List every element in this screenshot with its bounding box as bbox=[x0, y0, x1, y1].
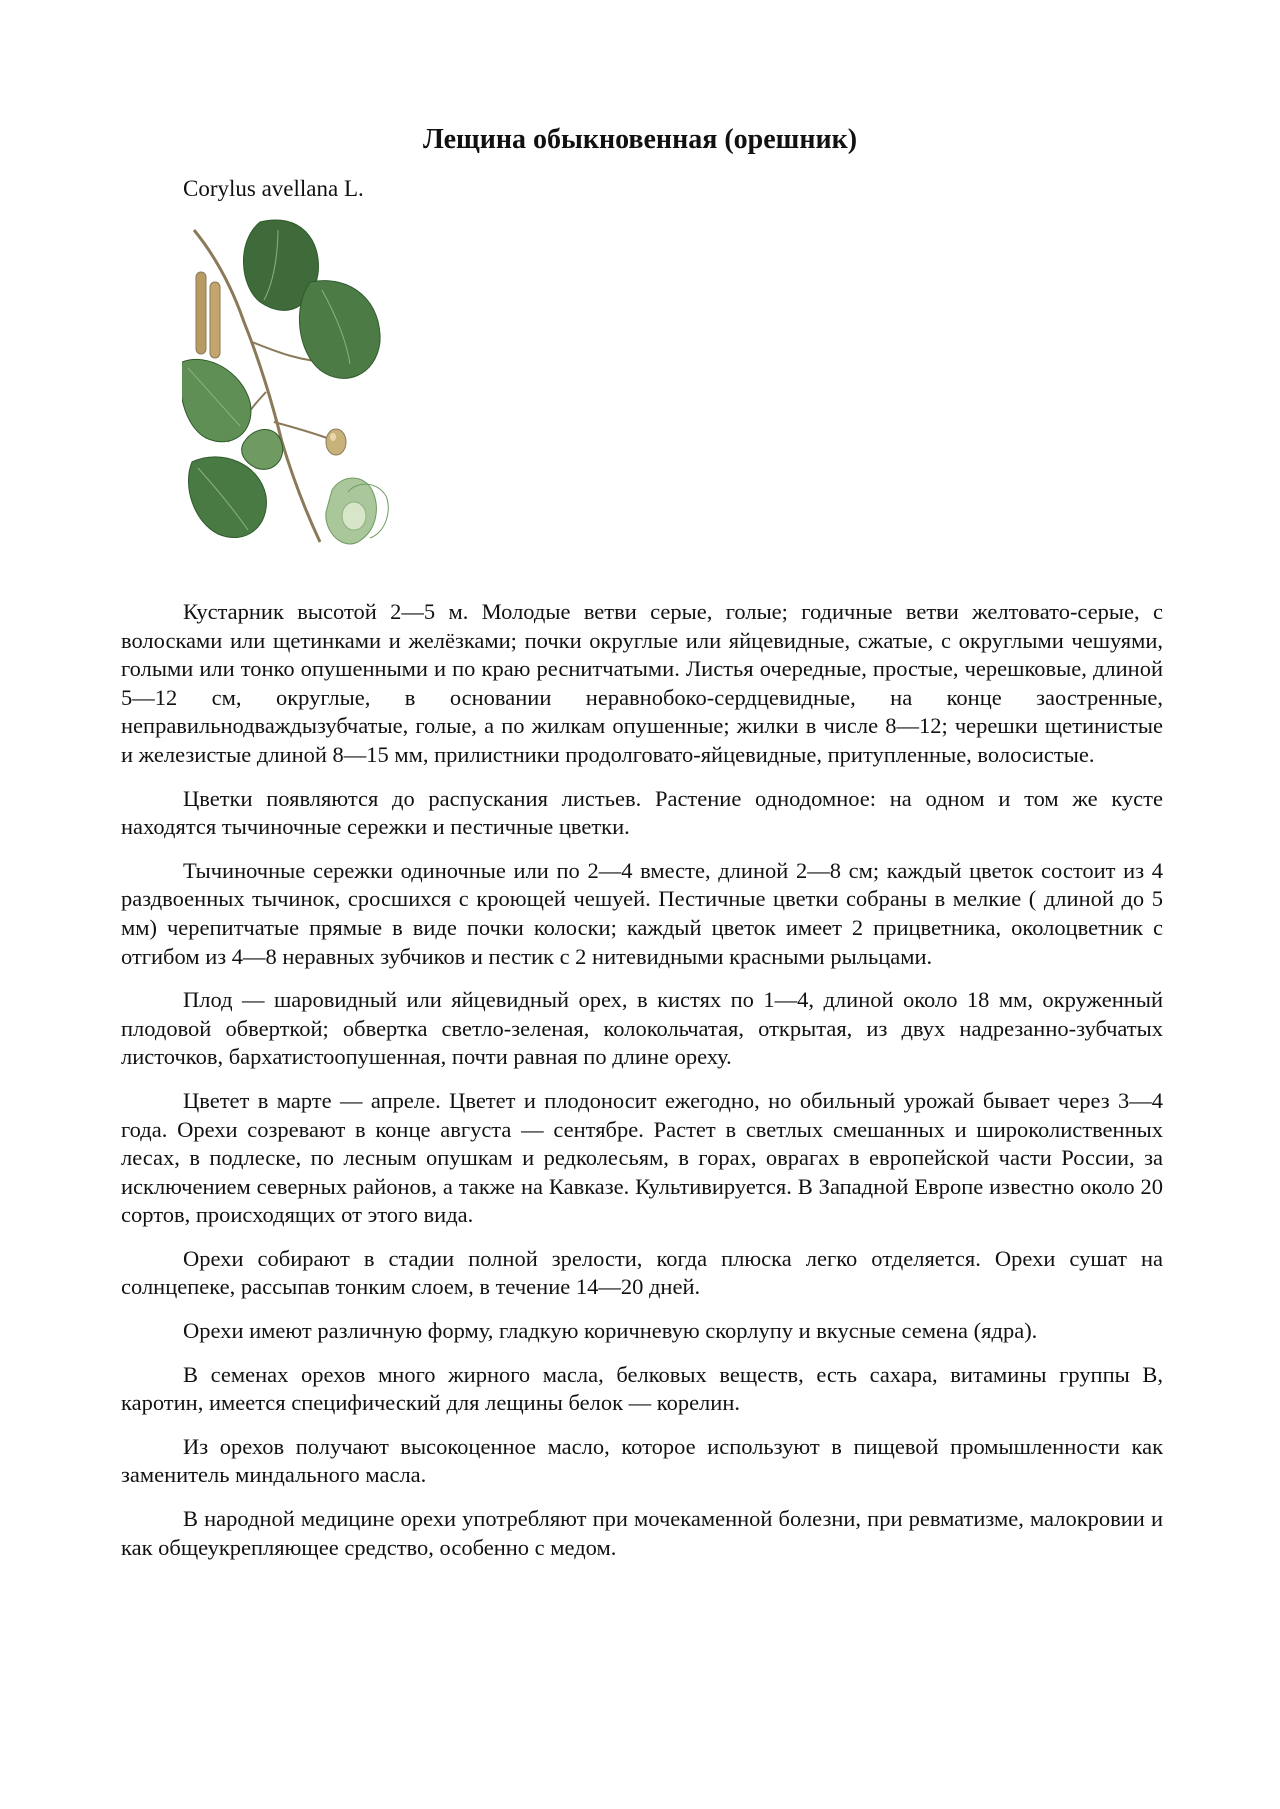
paragraph-catkins: Тычиночные сережки одиночные или по 2—4 вместе, длиной 2—8 см; каждый цветок состоит из 4 раздвоенных тычинок, сросшихся с кроющей чешуей. Пестичные цветки собраны в мелкие ( длиной до 5 мм) черепитчатые прямые в виде почки колоски; каждый цветок имеет 2 прицветника, околоцветник с отгибом из 4—8 неравных зубчиков и пестик с 2 нитевидными красными рыльцами. bbox=[121, 857, 1163, 969]
paragraph-flowering: Цветки появляются до распускания листьев. Растение однодомное: на одном и том же кусте находятся тычиночные сережки и пестичные цветки. bbox=[121, 785, 1163, 840]
paragraph-description: Кустарник высотой 2—5 м. Молодые ветви серые, голые; годичные ветви желтовато-серые, с волосками или щетинками и желёзками; почки округлые или яйцевидные, сжатые, с округлыми чешуями, голыми или тонко опушенными и по краю реснитчатыми. Листья очередные, простые, черешковые, длиной 5—12 см, округлые, в основании неравнобоко-сердцевидные, на конце заостренные, неправильнодваждызубчатые, голые, а по жилкам опушенные; жилки в числе 8—12; черешки щетинистые и железистые длиной 8—15 мм, прилистники продолговато-яйцевидные, притупленные, волосистые. bbox=[121, 599, 1163, 767]
leaf bbox=[182, 359, 251, 441]
paragraph-fruit: Плод — шаровидный или яйцевидный орех, в кистях по 1—4, длиной около 18 мм, окруженный плодовой обверткой; обвертка светло-зеленая, колокольчатая, открытая, из двух надрезанно-зубчатых листочков, бархатистоопушенная, почти равная по длине ореху. bbox=[121, 987, 1163, 1070]
nut-highlight bbox=[330, 433, 336, 441]
leaf bbox=[299, 281, 380, 379]
hazelnut bbox=[326, 429, 346, 455]
body-text bbox=[121, 598, 1163, 1577]
paragraph-habitat: Цветет в марте — апреле. Цветет и плодоносит ежегодно, но обильный урожай бывает через 3—4 года. Орехи созревают в конце августа — сентябре. Растет в светлых смешанных и широколиственных лесах, в подлеске, по лесным опушкам и редколесьям, в горах, оврагах в европейской части России, за исключением северных районов, а также на Кавказе. Культивируется. В Западной Европе известно около 20 сортов, происходящих от этого вида. bbox=[121, 1087, 1163, 1228]
paragraph-harvest: Орехи собирают в стадии полной зрелости, когда плюска легко отделяется. Орехи сушат на солнцепеке, рассыпав тонким слоем, в течение 14—20 дней. bbox=[121, 1245, 1163, 1300]
hazel-branch-illustration bbox=[182, 212, 430, 572]
husk-inner bbox=[342, 502, 366, 530]
leaf bbox=[188, 457, 266, 538]
paragraph-oil: Из орехов получают высокоценное масло, которое используют в пищевой промышленности как заменитель миндального масла. bbox=[121, 1433, 1163, 1488]
leaf bbox=[242, 429, 283, 469]
catkin bbox=[196, 272, 206, 354]
latin-name: Corylus avellana L. bbox=[183, 176, 364, 201]
paragraph-medicine: В народной медицине орехи употребляют при мочекаменной болезни, при ревматизме, малокровии и как общеукрепляющее средство, особенно с медом. bbox=[121, 1506, 1163, 1560]
catkin bbox=[210, 282, 220, 358]
page-title: Лещина обыкновенная (орешник) bbox=[422, 124, 858, 155]
paragraph-nut-shape: Орехи имеют различную форму, гладкую коричневую скорлупу и вкусные семена (ядра). bbox=[183, 1318, 1038, 1344]
paragraph-composition: В семенах орехов много жирного масла, белковых веществ, есть сахара, витамины группы В, каротин, имеется специфический для лещины белок — корелин. bbox=[121, 1361, 1163, 1416]
